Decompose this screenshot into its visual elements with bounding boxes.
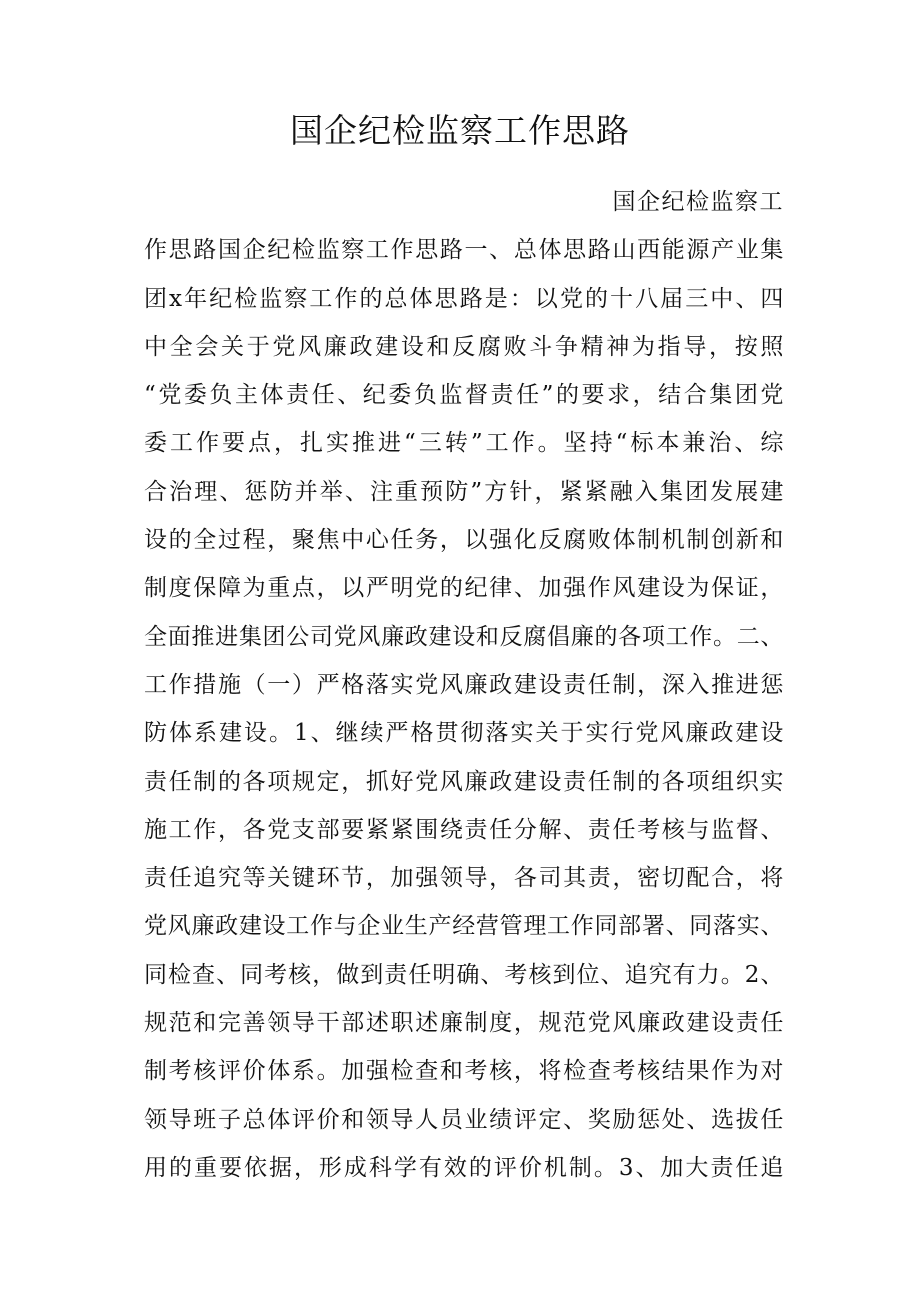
body-line: 用的重要依据，形成科学有效的评价机制。3、加大责任追 bbox=[144, 1154, 784, 1181]
body-line: 施工作，各党支部要紧紧围绕责任分解、责任考核与监督、 bbox=[144, 816, 784, 843]
body-line: 团x年纪检监察工作的总体思路是：以党的十八届三中、四 bbox=[144, 285, 784, 312]
body-line: 领导班子总体评价和领导人员业绩评定、奖励惩处、选拔任 bbox=[144, 1106, 784, 1133]
body-line: 设的全过程，聚焦中心任务，以强化反腐败体制机制创新和 bbox=[144, 527, 784, 554]
body-line: 工作措施（一）严格落实党风廉政建设责任制，深入推进惩 bbox=[144, 671, 784, 698]
body-line: 防体系建设。1、继续严格贯彻落实关于实行党风廉政建设 bbox=[144, 720, 784, 747]
body-line: 党风廉政建设工作与企业生产经营管理工作同部署、同落实、 bbox=[144, 913, 784, 940]
body-line: “党委负主体责任、纪委负监督责任”的要求，结合集团党 bbox=[144, 382, 784, 409]
body-line: 制考核评价体系。加强检查和考核，将检查考核结果作为对 bbox=[144, 1058, 784, 1085]
body-line: 全面推进集团公司党风廉政建设和反腐倡廉的各项工作。二、 bbox=[144, 623, 784, 650]
body-line: 国企纪检监察工 bbox=[612, 189, 784, 215]
body-line: 责任追究等关键环节，加强领导，各司其责，密切配合，将 bbox=[144, 865, 784, 892]
body-line: 同检查、同考核，做到责任明确、考核到位、追究有力。2、 bbox=[144, 961, 784, 988]
body-line: 委工作要点，扎实推进“三转”工作。坚持“标本兼治、综 bbox=[144, 430, 784, 457]
body-line: 合治理、惩防并举、注重预防”方针，紧紧融入集团发展建 bbox=[144, 478, 784, 505]
document-body bbox=[144, 178, 784, 1192]
body-line: 制度保障为重点，以严明党的纪律、加强作风建设为保证， bbox=[144, 575, 784, 602]
body-line: 作思路国企纪检监察工作思路一、总体思路山西能源产业集 bbox=[144, 237, 784, 264]
document-title: 国企纪检监察工作思路 bbox=[290, 111, 630, 150]
body-line: 中全会关于党风廉政建设和反腐败斗争精神为指导，按照 bbox=[144, 333, 784, 360]
body-line: 责任制的各项规定，抓好党风廉政建设责任制的各项组织实 bbox=[144, 768, 784, 795]
body-line: 规范和完善领导干部述职述廉制度，规范党风廉政建设责任 bbox=[144, 1010, 784, 1037]
